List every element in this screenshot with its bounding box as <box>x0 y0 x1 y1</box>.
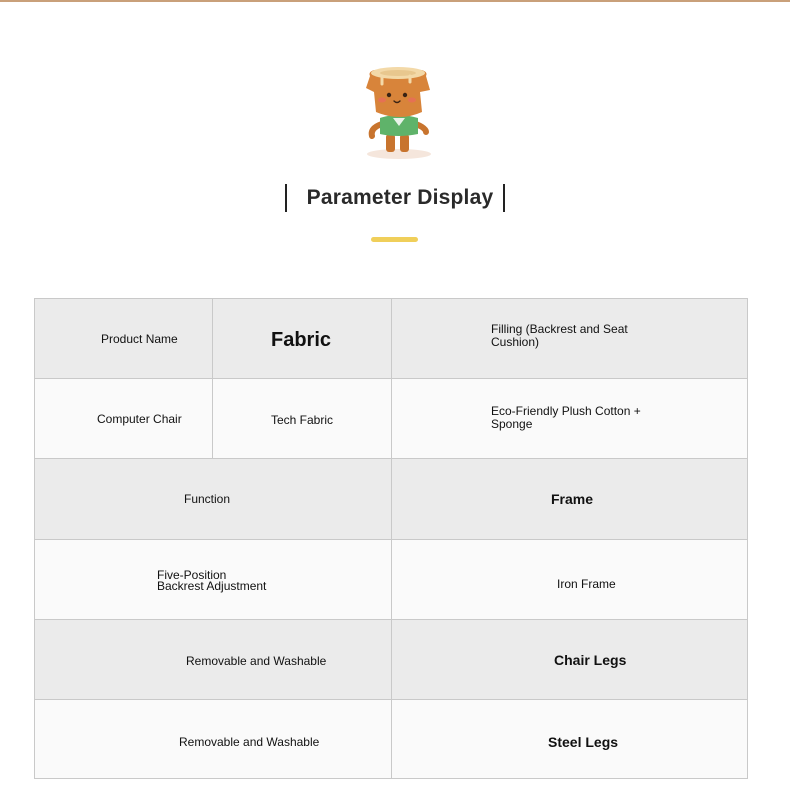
frame-value-cell <box>392 540 747 620</box>
frame-value: Iron Frame <box>557 577 616 591</box>
frame-label: Frame <box>551 491 594 507</box>
frame-label-cell <box>392 459 747 540</box>
removable-washable-text-2: Removable and Washable <box>179 735 320 749</box>
removable-washable-cell-2 <box>35 700 392 778</box>
fabric-value-cell <box>213 379 392 459</box>
chair-legs-label: Chair Legs <box>554 652 627 668</box>
product-name-value-cell <box>35 379 213 459</box>
title-accent-underline <box>371 237 418 242</box>
removable-washable-cell <box>35 620 392 700</box>
page-title: Parameter Display <box>306 186 494 209</box>
top-divider-line <box>0 0 790 2</box>
product-name-label: Product Name <box>101 332 178 346</box>
function-label-cell <box>35 459 392 540</box>
fabric-value: Tech Fabric <box>271 413 334 427</box>
function-value-cell <box>35 540 392 620</box>
tree-stump-mascot-icon <box>360 62 440 162</box>
filling-value: Eco-Friendly Plush Cotton + Sponge <box>491 404 641 431</box>
fabric-label: Fabric <box>271 329 332 351</box>
section-title-wrapper <box>0 180 790 216</box>
chair-legs-value: Steel Legs <box>548 734 619 750</box>
filling-label-cell <box>392 299 747 379</box>
fabric-label-cell <box>213 299 392 379</box>
function-value-line2: Backrest Adjustment <box>157 579 267 593</box>
function-label: Function <box>184 492 231 506</box>
title-right-bar <box>503 184 505 212</box>
parameter-table <box>34 298 748 779</box>
product-name-label-cell <box>35 299 213 379</box>
product-name-value: Computer Chair <box>97 412 182 426</box>
removable-washable-text: Removable and Washable <box>186 654 327 668</box>
filling-value-cell <box>392 379 747 459</box>
filling-label: Filling (Backrest and Seat Cushion) <box>491 322 628 349</box>
chair-legs-value-cell <box>392 700 747 778</box>
chair-legs-label-cell <box>392 620 747 700</box>
function-value-line1: Five-Position <box>157 568 227 582</box>
